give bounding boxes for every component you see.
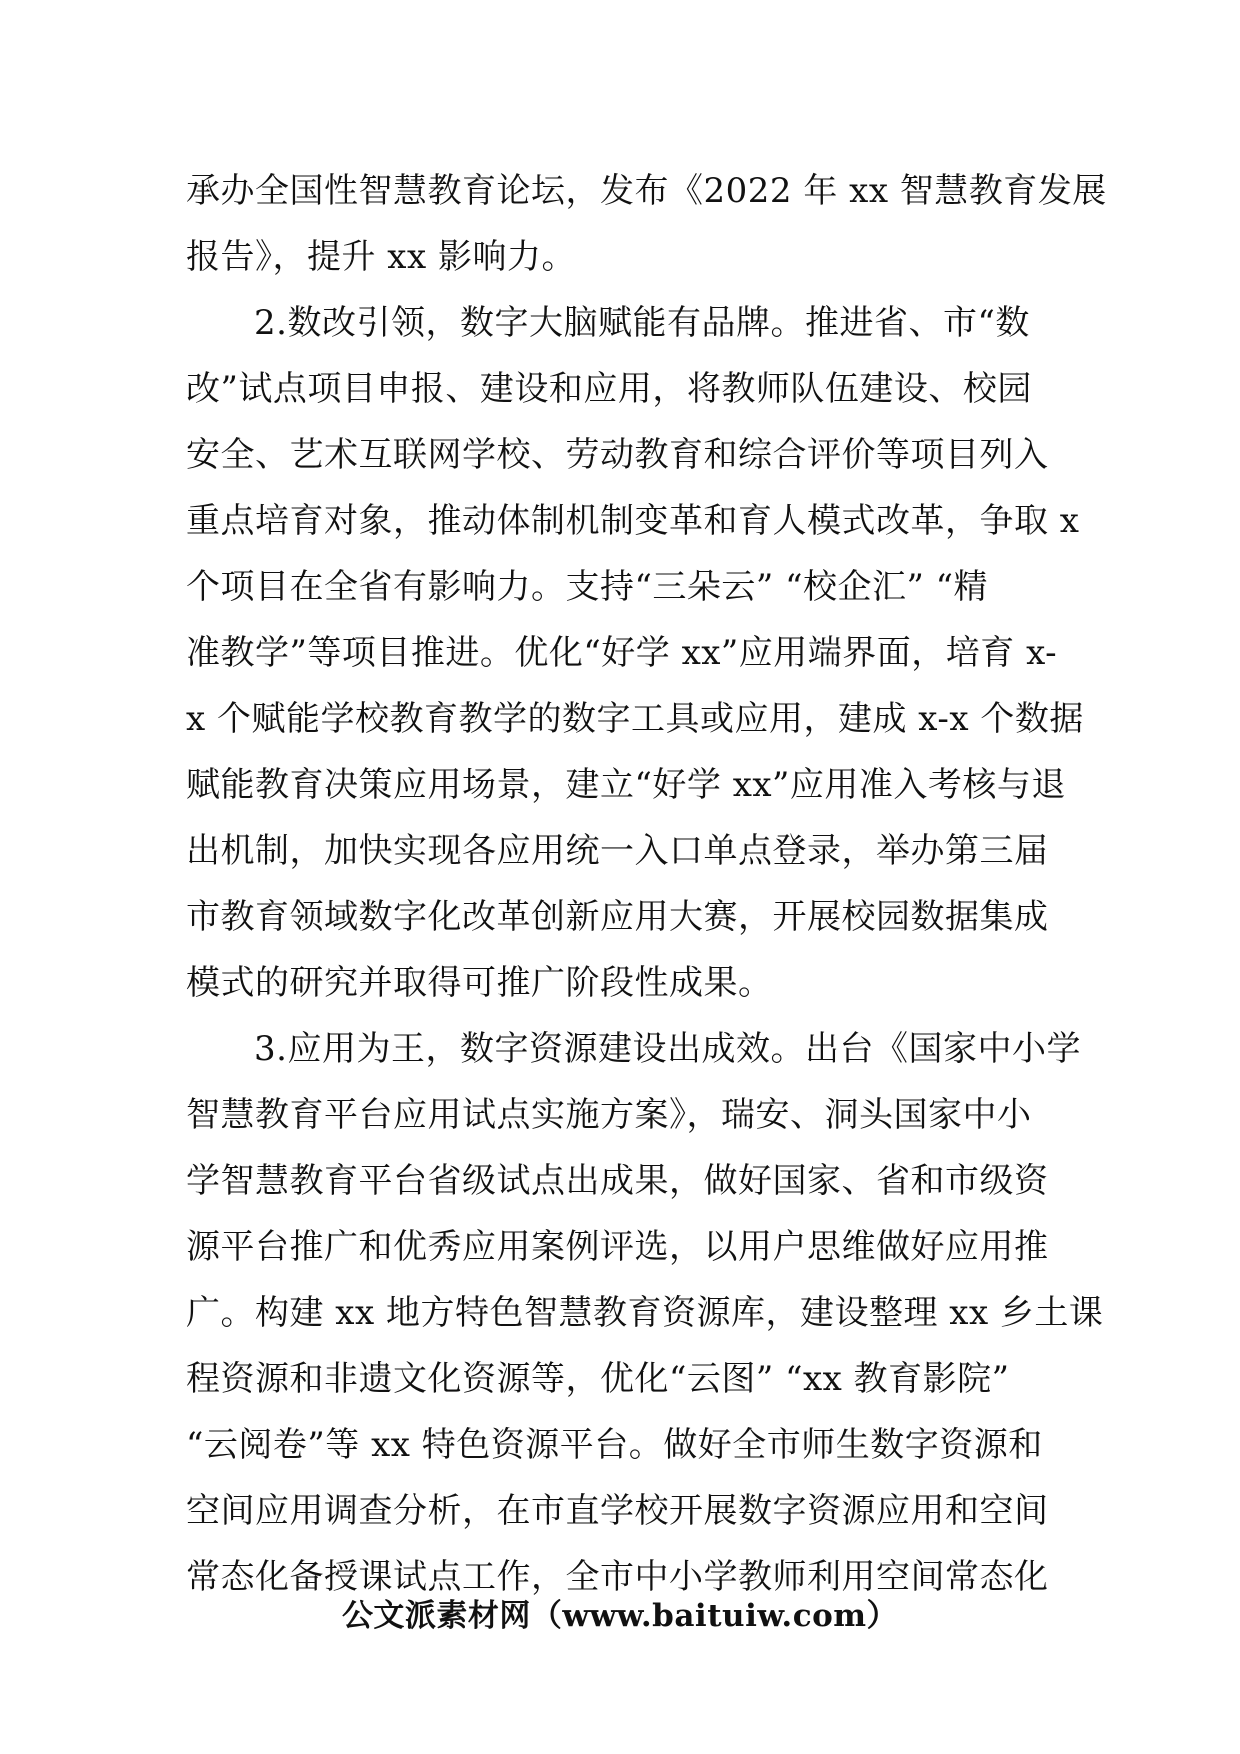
text-line-1: 承办全国性智慧教育论坛，发布《2022 年 xx 智慧教育发展 <box>186 171 1107 211</box>
text-line-17: 源平台推广和优秀应用案例评选，以用户思维做好应用推 <box>186 1227 1049 1267</box>
text-line-22: 常态化备授课试点工作，全市中小学教师利用空间常态化 <box>186 1557 1049 1597</box>
text-line-7: 个项目在全省有影响力。支持“三朵云” “校企汇” “精 <box>186 567 989 607</box>
text-line-6: 重点培育对象，推动体制机制变革和育人模式改革，争取 x <box>186 501 1080 541</box>
text-line-10: 赋能教育决策应用场景，建立“好学 xx”应用准入考核与退 <box>186 765 1066 805</box>
text-line-16: 学智慧教育平台省级试点出成果，做好国家、省和市级资 <box>186 1161 1049 1201</box>
text-line-2: 报告》，提升 xx 影响力。 <box>186 237 576 277</box>
text-line-14: 3.应用为王，数字资源建设出成效。出台《国家中小学 <box>254 1029 1081 1069</box>
document-body <box>186 158 1107 1610</box>
text-line-8: 准教学”等项目推进。优化“好学 xx”应用端界面，培育 x- <box>186 633 1058 673</box>
text-line-9: x 个赋能学校教育教学的数字工具或应用，建成 x-x 个数据 <box>186 699 1084 739</box>
text-line-11: 出机制，加快实现各应用统一入口单点登录，举办第三届 <box>186 831 1049 871</box>
text-line-20: “云阅卷”等 xx 特色资源平台。做好全市师生数字资源和 <box>186 1425 1043 1465</box>
text-line-4: 改”试点项目申报、建设和应用，将教师队伍建设、校园 <box>186 369 1032 409</box>
text-line-21: 空间应用调查分析，在市直学校开展数字资源应用和空间 <box>186 1491 1049 1531</box>
text-line-19: 程资源和非遗文化资源等，优化“云图” “xx 教育影院” <box>186 1359 1010 1399</box>
text-line-13: 模式的研究并取得可推广阶段性成果。 <box>186 963 773 1003</box>
footer-watermark-text: 公文派素材网（www.baituiw.com） <box>341 1598 899 1634</box>
text-line-15: 智慧教育平台应用试点实施方案》，瑞安、洞头国家中小 <box>186 1095 1032 1135</box>
text-line-18: 广。构建 xx 地方特色智慧教育资源库，建设整理 xx 乡土课 <box>186 1293 1104 1333</box>
text-line-12: 市教育领域数字化改革创新应用大赛，开展校园数据集成 <box>186 897 1049 937</box>
text-line-3: 2.数改引领，数字大脑赋能有品牌。推进省、市“数 <box>254 303 1030 343</box>
text-line-5: 安全、艺术互联网学校、劳动教育和综合评价等项目列入 <box>186 435 1049 475</box>
